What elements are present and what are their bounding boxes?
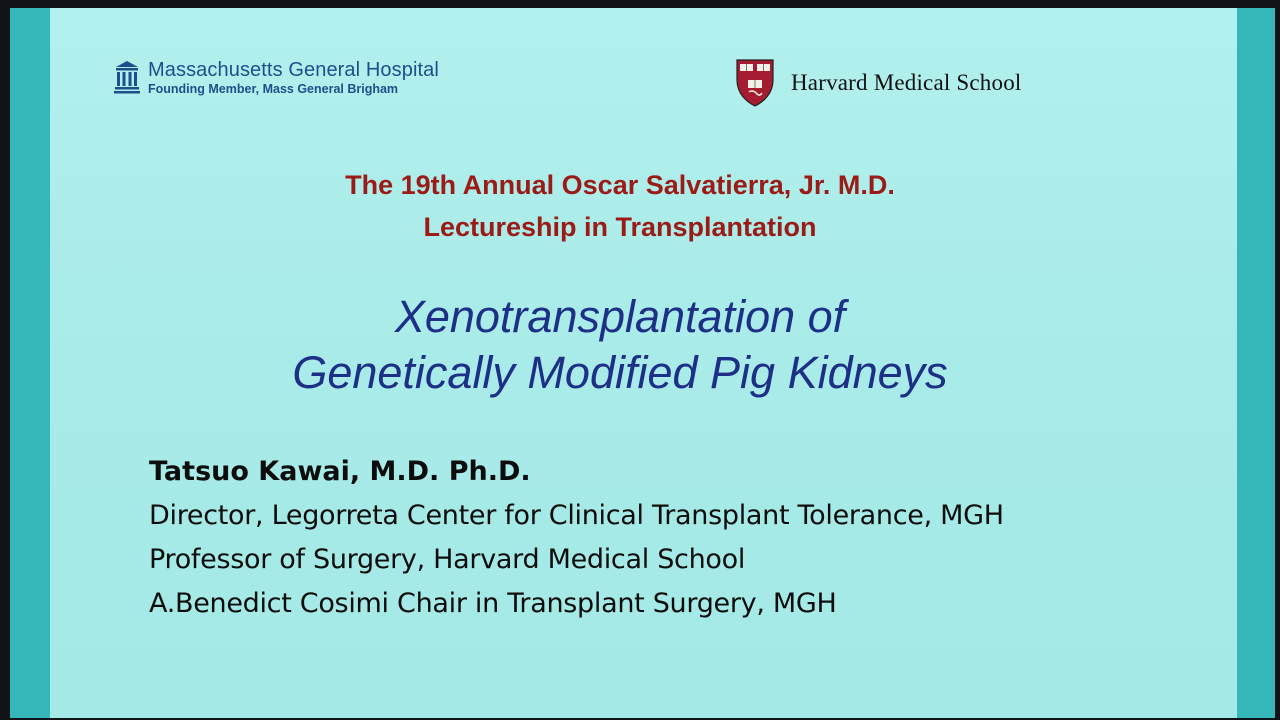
speaker-name: Tatsuo Kawai, M.D. Ph.D. xyxy=(149,456,531,487)
mgh-name: Massachusetts General Hospital xyxy=(148,59,439,81)
speaker-role-3: A.Benedict Cosimi Chair in Transplant Surgery, MGH xyxy=(149,588,837,619)
building-columns-icon xyxy=(114,59,140,95)
lectureship-line-1: The 19th Annual Oscar Salvatierra, Jr. M.D. xyxy=(345,170,895,200)
left-accent-bar xyxy=(10,8,50,718)
mgh-subtitle: Founding Member, Mass General Brigham xyxy=(148,82,399,96)
hms-logo xyxy=(735,58,1022,108)
presentation-slide xyxy=(10,8,1275,718)
hms-name: Harvard Medical School xyxy=(791,70,1022,95)
lectureship-heading xyxy=(50,164,1190,248)
slide-content xyxy=(50,8,1237,718)
veritas-shield-icon xyxy=(735,58,775,108)
talk-title-line-2: Genetically Modified Pig Kidneys xyxy=(292,347,948,398)
right-accent-bar xyxy=(1237,8,1275,718)
speaker-role-2: Professor of Surgery, Harvard Medical School xyxy=(149,544,746,575)
talk-title xyxy=(50,289,1190,401)
mgh-logo xyxy=(114,58,439,96)
speaker-block xyxy=(149,450,1004,626)
talk-title-line-1: Xenotransplantation of xyxy=(394,291,846,342)
speaker-role-1: Director, Legorreta Center for Clinical Transplant Tolerance, MGH xyxy=(149,500,1004,531)
lectureship-line-2: Lectureship in Transplantation xyxy=(423,212,817,242)
